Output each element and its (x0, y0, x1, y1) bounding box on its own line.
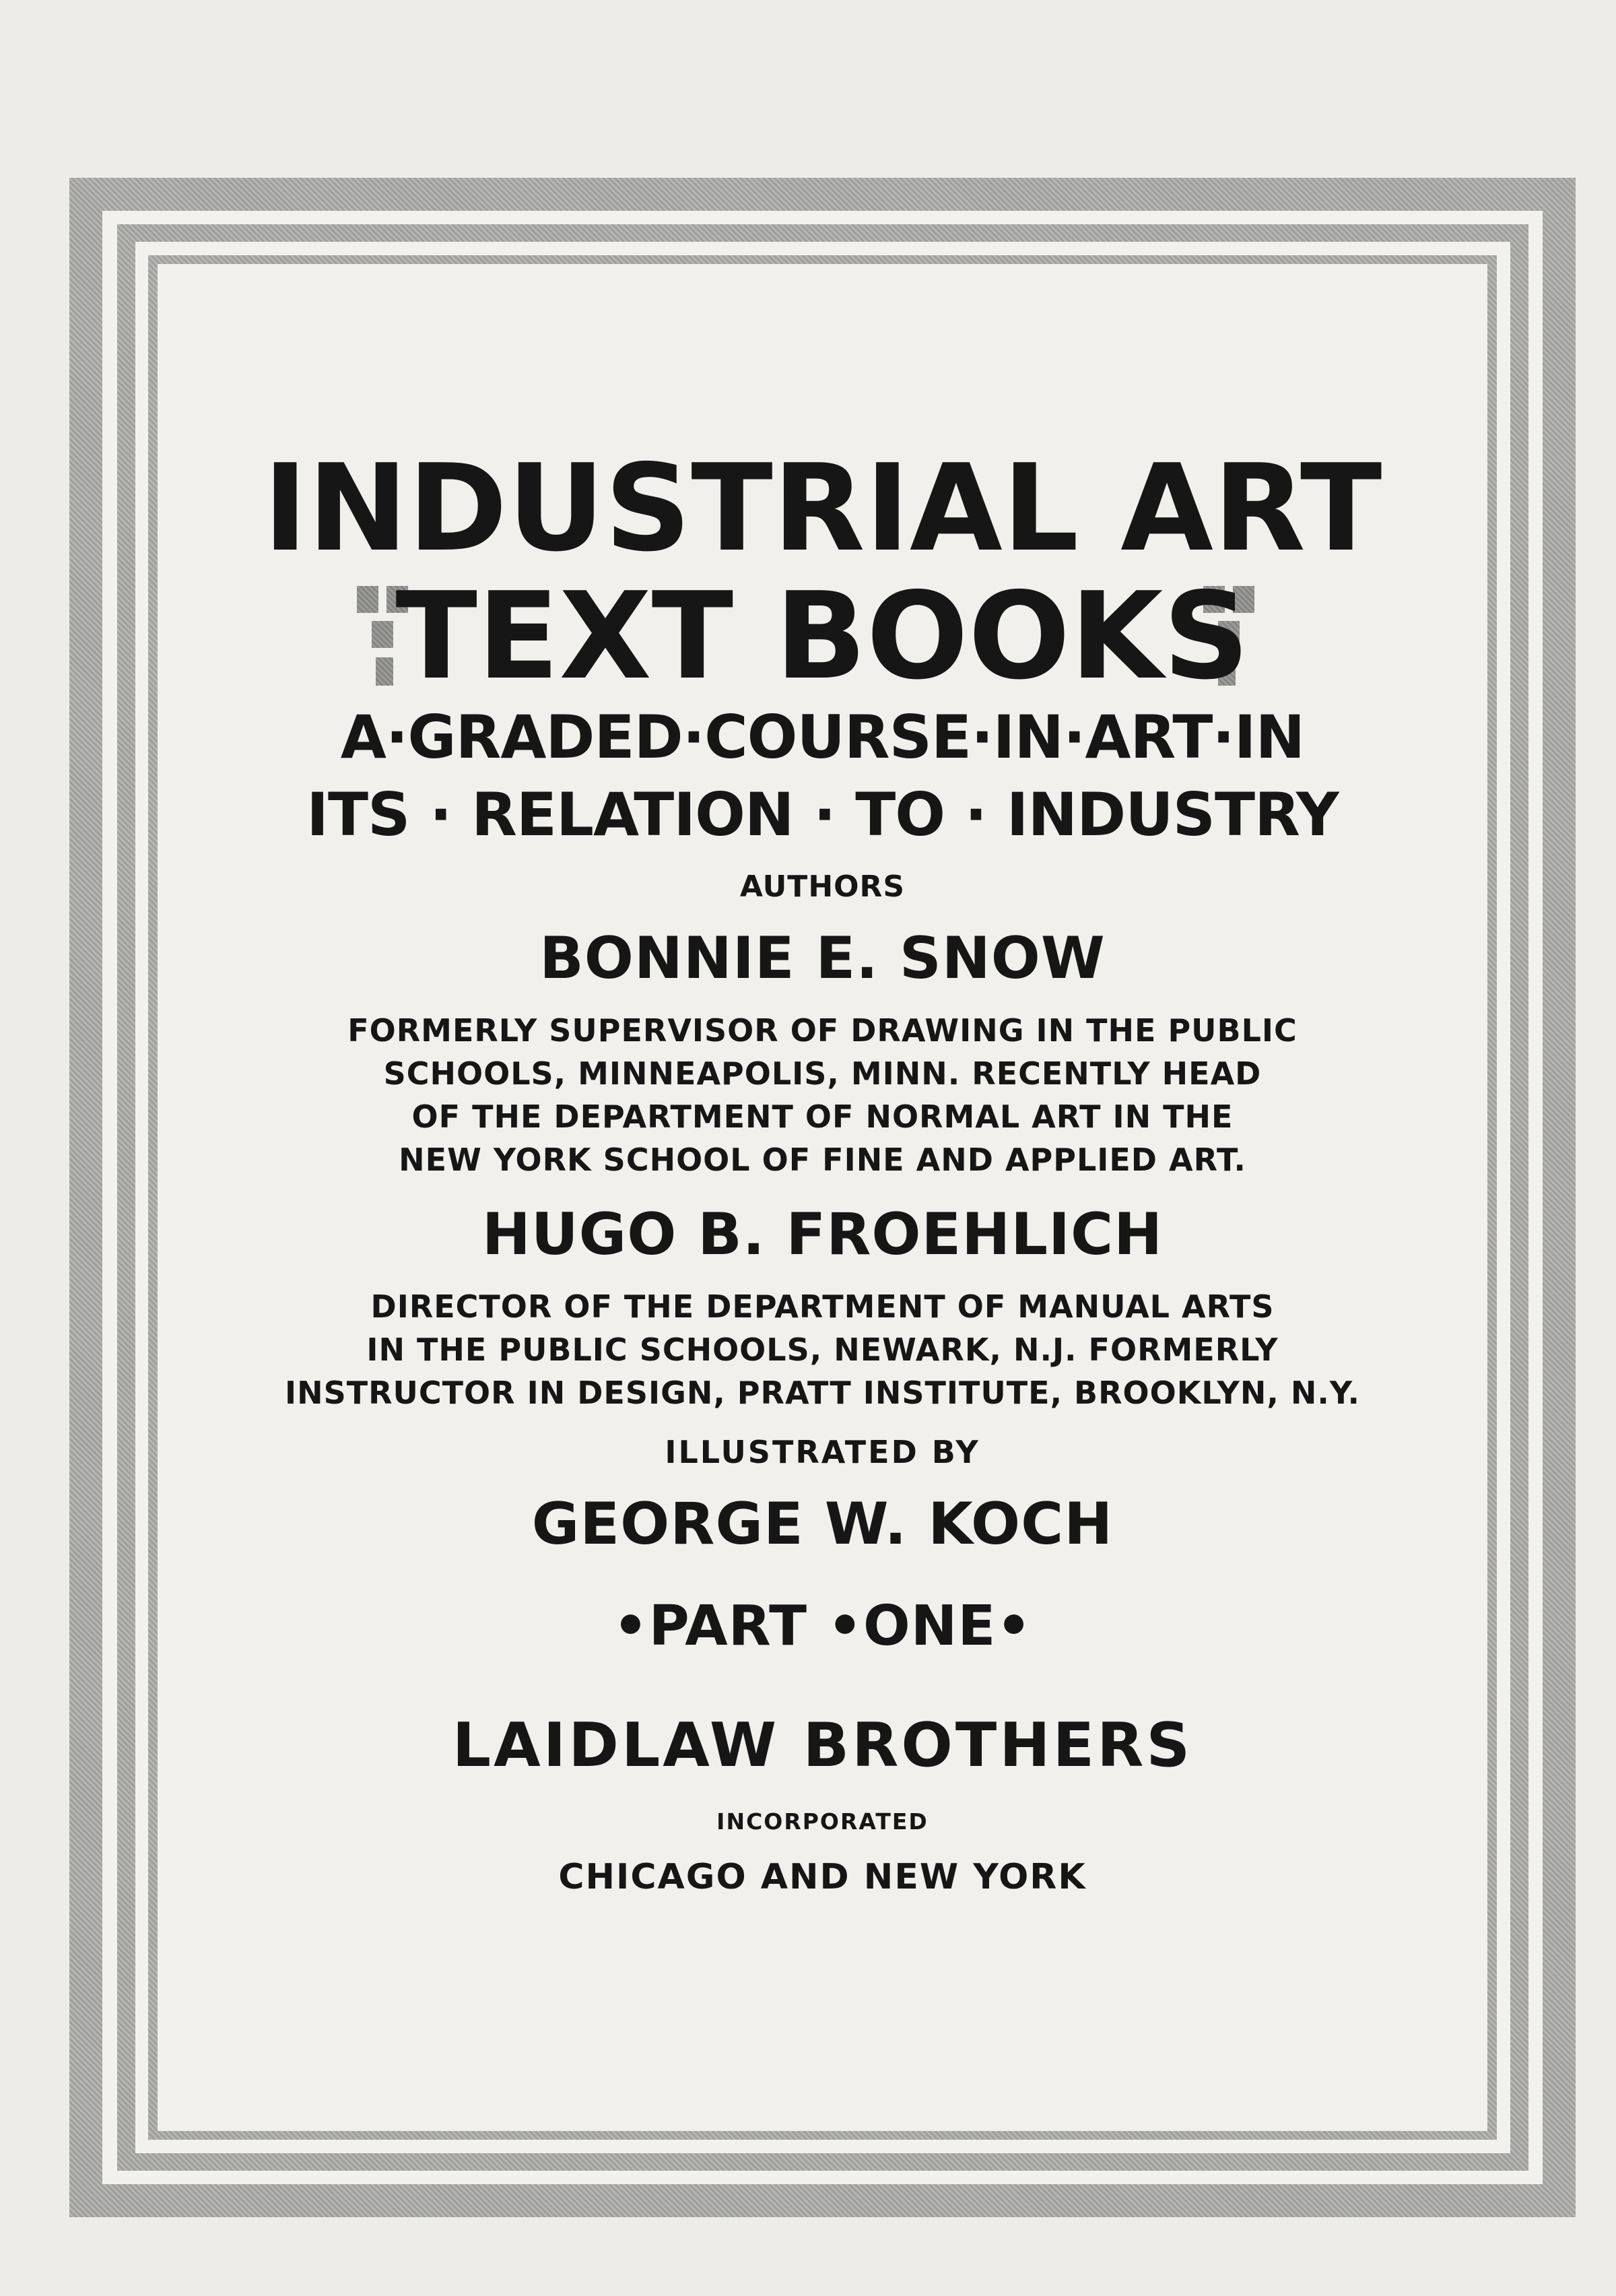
author-bio-line: IN THE PUBLIC SCHOOLS, NEWARK, N.J. FORMERLY (366, 1332, 1279, 1368)
author-bio-line: SCHOOLS, MINNEAPOLIS, MINN. RECENTLY HEAD (383, 1055, 1262, 1092)
part-label: •PART •ONE• (613, 1594, 1032, 1658)
author-bio-line: DIRECTOR OF THE DEPARTMENT OF MANUAL ARTS (370, 1288, 1275, 1325)
publisher-cities: CHICAGO AND NEW YORK (558, 1857, 1087, 1897)
title-line-1: INDUSTRIAL ART (263, 438, 1382, 578)
author-bio-line: FORMERLY SUPERVISOR OF DRAWING IN THE PUBLIC (347, 1012, 1298, 1049)
author-bio-line: OF THE DEPARTMENT OF NORMAL ART IN THE (411, 1098, 1234, 1135)
title-line-2: TEXT BOOKS (395, 566, 1250, 706)
publisher-incorporated: INCORPORATED (716, 1808, 929, 1835)
publisher-name: LAIDLAW BROTHERS (452, 1710, 1193, 1781)
authors-heading: AUTHORS (739, 870, 906, 904)
author-bio-line: INSTRUCTOR IN DESIGN, PRATT INSTITUTE, BROOKLYN, N.Y. (285, 1375, 1360, 1411)
subtitle-line-2: ITS · RELATION · TO · INDUSTRY (306, 780, 1339, 849)
illustrator-name: GEORGE W. KOCH (531, 1490, 1114, 1558)
author-name: HUGO B. FROEHLICH (481, 1201, 1164, 1268)
author-name: BONNIE E. SNOW (539, 925, 1106, 992)
author-bio-line: NEW YORK SCHOOL OF FINE AND APPLIED ART. (399, 1142, 1246, 1178)
subtitle-line-1: A·GRADED·COURSE·IN·ART·IN (340, 702, 1305, 772)
illustrated-by-label: ILLUSTRATED BY (665, 1434, 980, 1470)
